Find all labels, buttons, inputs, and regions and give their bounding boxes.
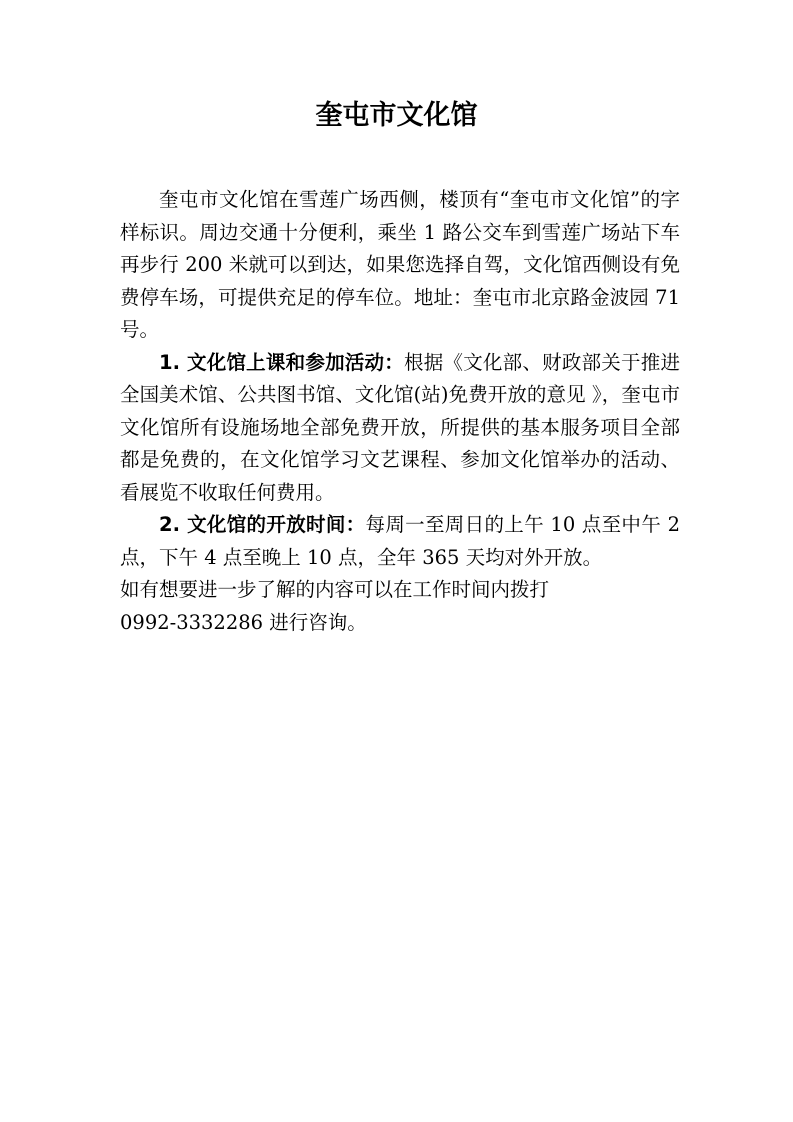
section-2-text: 每周一至周日的上午 10 点至中午 2 点，下午 4 点至晚上 10 点，全年 365 天均对外开放。	[120, 513, 680, 569]
section-1-heading: 1. 文化馆上课和参加活动：	[159, 350, 405, 374]
intro-paragraph: 奎屯市文化馆在雪莲广场西侧，楼顶有“奎屯市文化馆”的字样标识。周边交通十分便利，乘坐 1 路公交车到雪莲广场站下车再步行 200 米就可以到达，如果您选择自驾，文化馆西侧设有免费停车场，可提供充足的停车位。地址：奎屯市北京路金波园 71 号。	[120, 188, 680, 341]
contact-line: 如有想要进一步了解的内容可以在工作时间内拨打	[120, 578, 550, 601]
page-title: 奎屯市文化馆	[315, 100, 478, 131]
phone-line: 0992-3332286 进行咨询。	[120, 610, 367, 634]
section-1-paragraph	[120, 347, 680, 510]
section-2-paragraph	[120, 509, 680, 574]
document-body	[120, 184, 680, 639]
section-1-text: 根据《文化部、财政部关于推进全国美术馆、公共图书馆、文化馆(站)免费开放的意见 》，奎屯市文化馆所有设施场地全部免费开放，所提供的基本服务项目全部都是免费的，在文化馆学习文艺课程、参加文化馆举办的活动、看展览不收取任何费用。	[120, 350, 680, 504]
section-2-heading: 2. 文化馆的开放时间：	[159, 513, 366, 536]
